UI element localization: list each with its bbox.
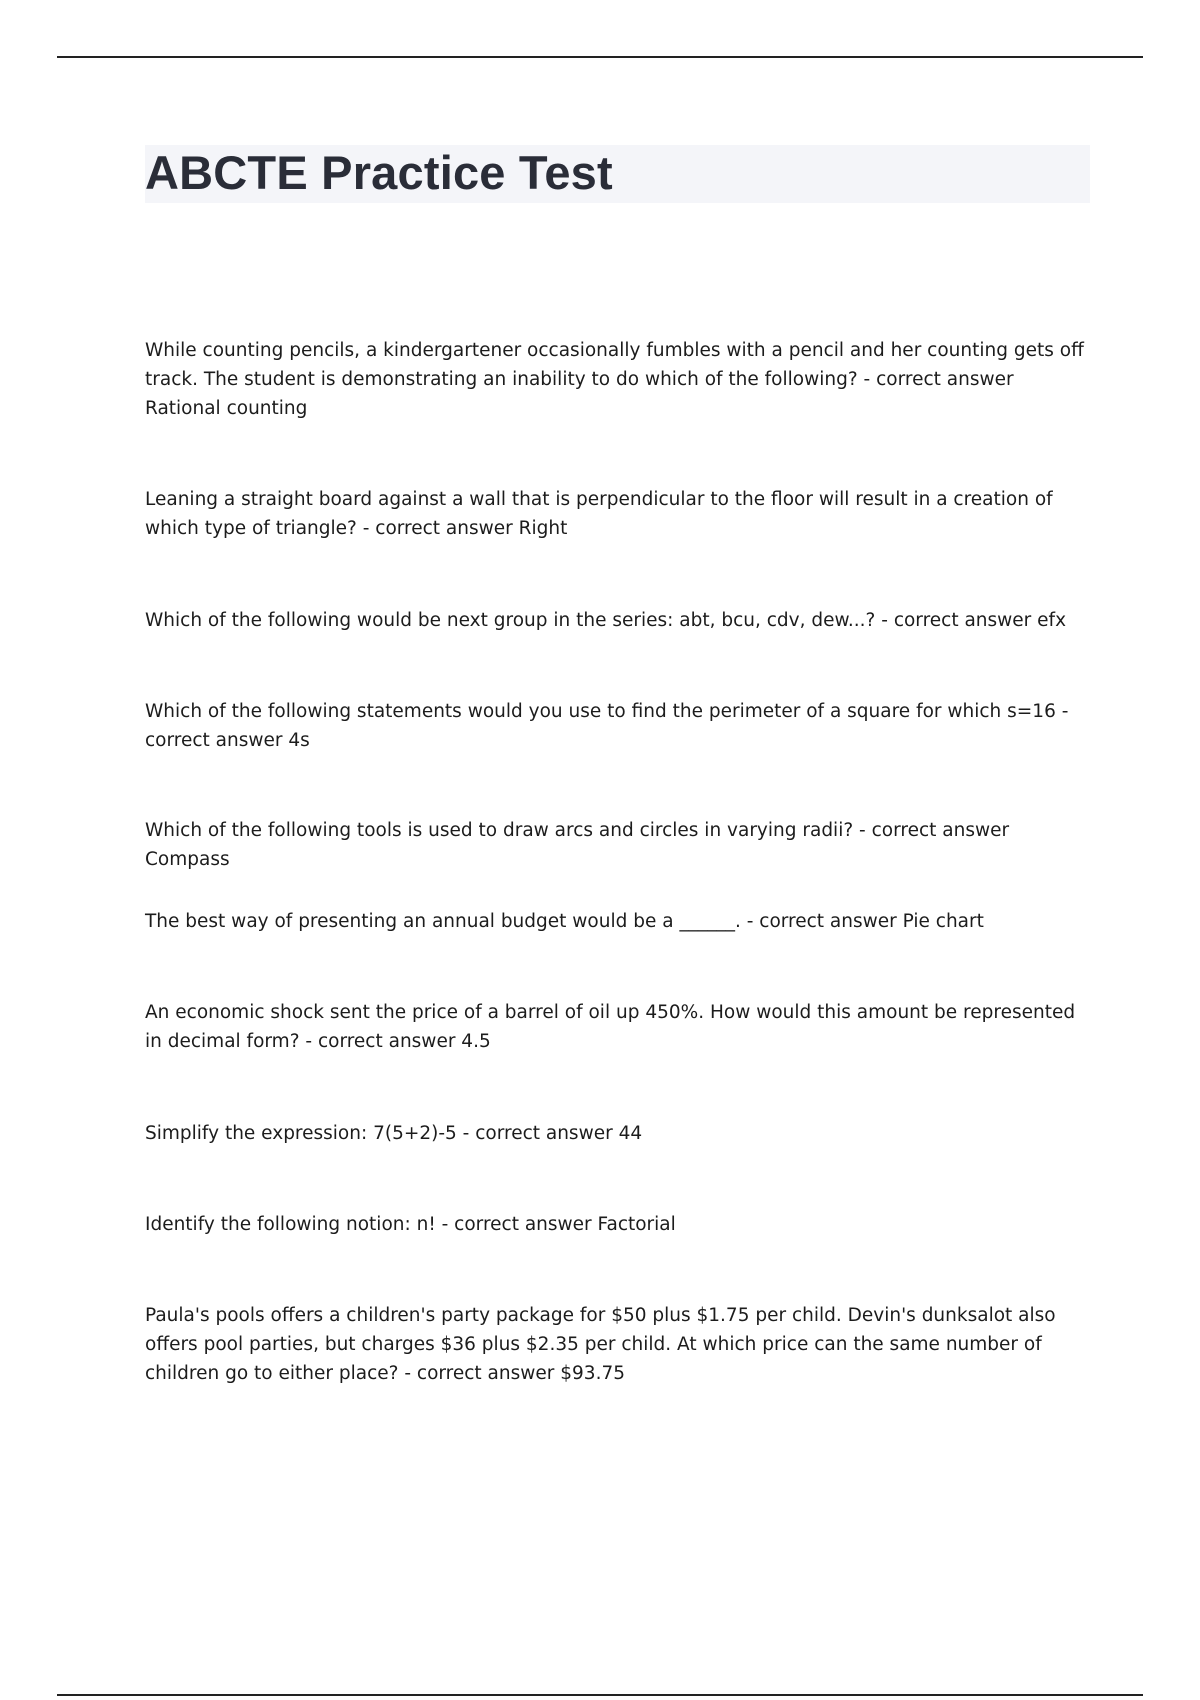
qa-item-6: The best way of presenting an annual budget would be a ______. - correct answer Pie chart <box>145 911 984 932</box>
top-rule <box>57 56 1143 58</box>
qa-item-2: Leaning a straight board against a wall that is perpendicular to the floor will result in a creation of which type of triangle? - correct answer Right <box>145 489 1053 539</box>
qa-item-4: Which of the following statements would you use to find the perimeter of a square for which s=16 - correct answer 4s <box>145 701 1069 751</box>
qa-item-5: Which of the following tools is used to draw arcs and circles in varying radii? - correct answer Compass <box>145 820 1010 870</box>
page-title: ABCTE Practice Test <box>145 146 613 199</box>
qa-item-8: Simplify the expression: 7(5+2)-5 - correct answer 44 <box>145 1123 643 1144</box>
qa-item-9: Identify the following notion: n! - correct answer Factorial <box>145 1214 676 1235</box>
qa-item-1: While counting pencils, a kindergartener occasionally fumbles with a pencil and her counting gets off track. The student is demonstrating an inability to do which of the following? - correct answer Rational counting <box>145 340 1084 419</box>
bottom-rule <box>57 1694 1143 1696</box>
qa-item-10: Paula's pools offers a children's party package for $50 plus $1.75 per child. Devin's dunksalot also offers pool parties, but charges $36 plus $2.35 per child. At which price can the same number of children go to either place? - correct answer $93.75 <box>145 1305 1056 1384</box>
qa-item-3: Which of the following would be next group in the series: abt, bcu, cdv, dew...? - correct answer efx <box>145 610 1067 631</box>
qa-item-7: An economic shock sent the price of a barrel of oil up 450%. How would this amount be represented in decimal form? - correct answer 4.5 <box>145 1002 1076 1052</box>
